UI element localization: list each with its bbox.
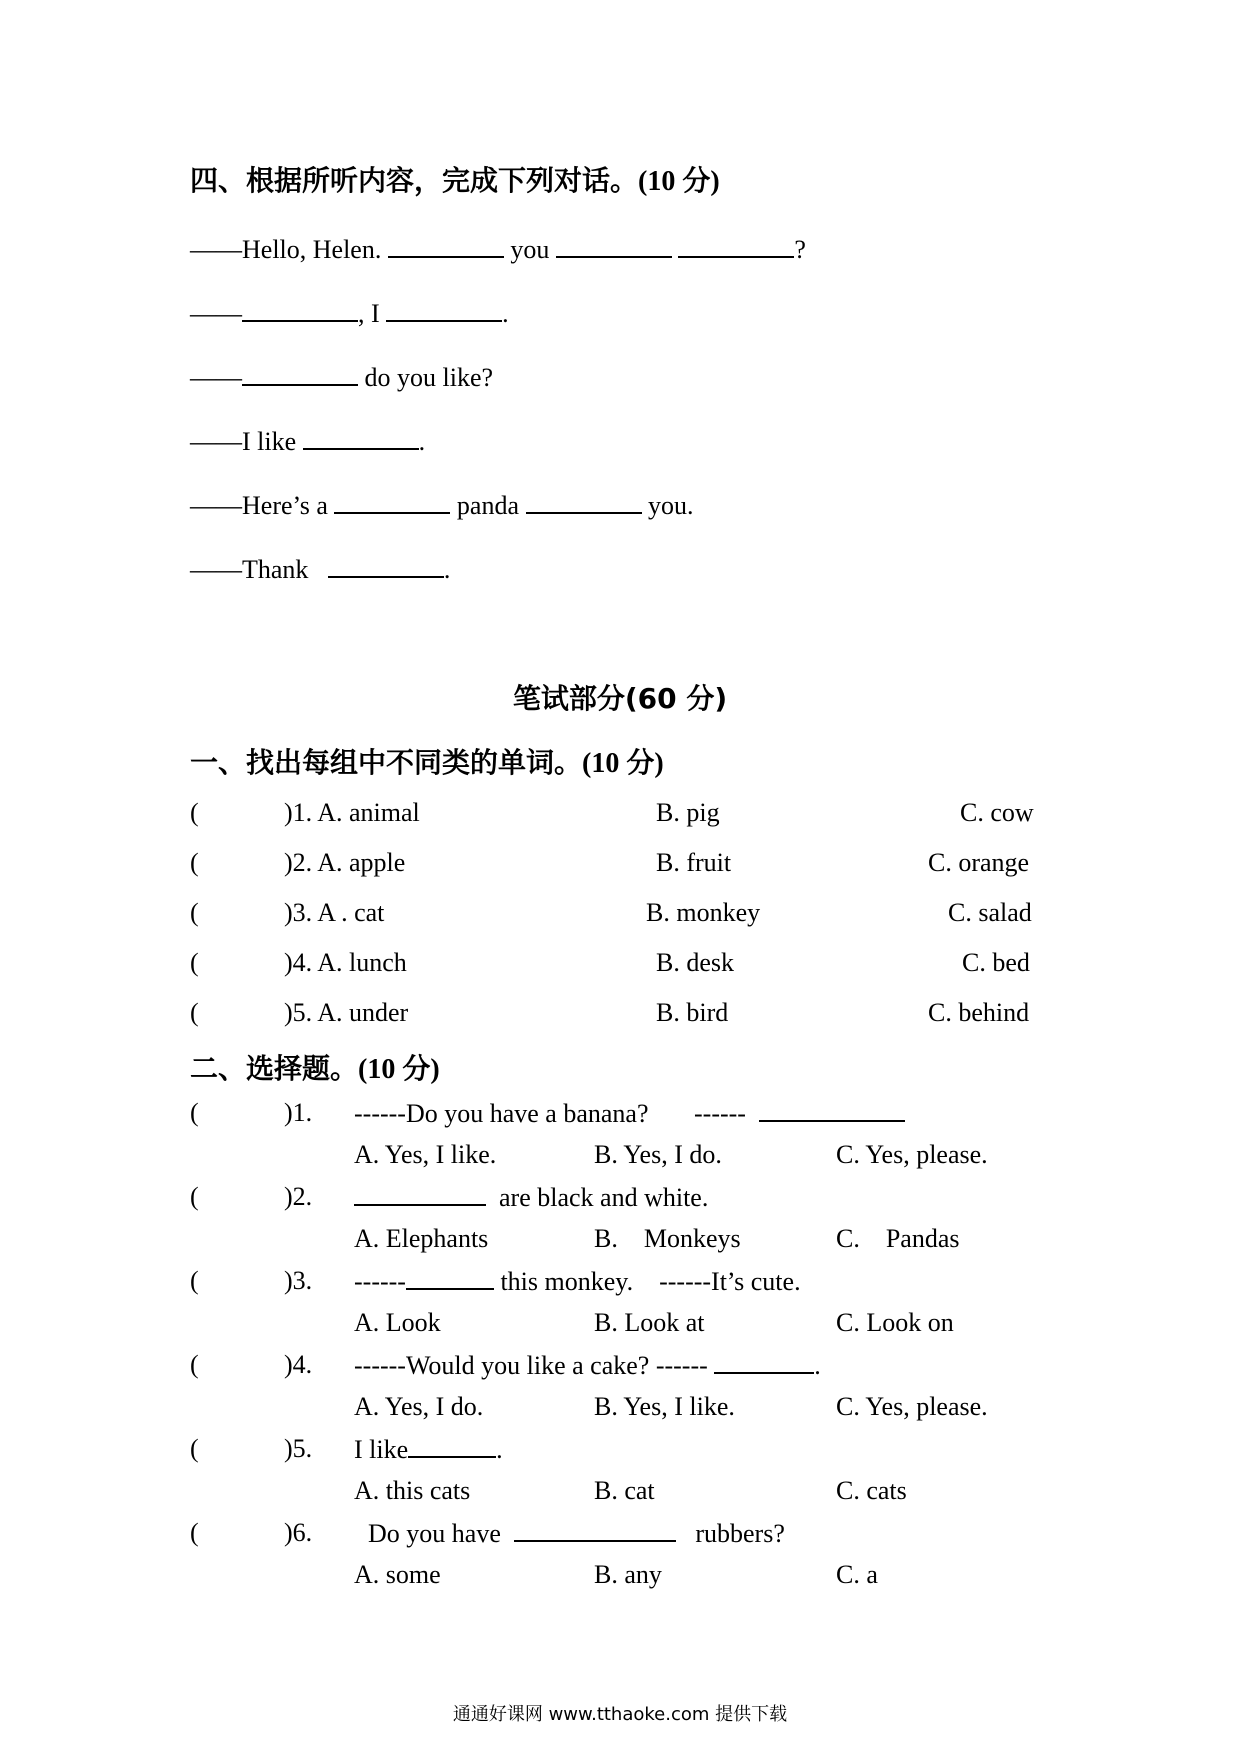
option-b: B. Look at [594,1308,705,1337]
question-number: )2. [284,1182,313,1211]
answer-paren[interactable]: ( [190,898,199,927]
part1-heading: 一、找出每组中不同类的单词。(10 分) [190,746,664,779]
section4-heading [190,166,720,197]
written-part-title [0,684,1240,714]
part1-item-2: )2. A. apple [284,848,406,877]
answer-paren[interactable]: ( [190,798,199,827]
answer-blank[interactable] [556,234,672,258]
answer-blank[interactable] [514,1518,676,1542]
option-a: A. Elephants [354,1224,489,1253]
option-a: A. some [354,1560,441,1589]
question-3: ------ this monkey. ------It’s cute. [354,1267,801,1296]
part1-item-5: )5. A. under [284,998,409,1027]
option-c: C. Yes, please. [836,1140,988,1169]
option-b: B. cat [594,1476,655,1505]
question-number: )4. [284,1350,313,1379]
option-c: C. salad [948,898,1032,927]
part2-heading: 二、选择题。(10 分) [190,1052,440,1085]
option-b: B. pig [656,798,720,827]
dialogue-line-5: ——Here’s a panda you. [190,491,694,520]
dialogue-line-2: —— , I . [190,299,509,328]
option-c: C. behind [928,998,1030,1027]
answer-blank[interactable] [354,1182,486,1206]
question-number: )1. [284,1098,313,1127]
answer-paren[interactable]: ( [190,1182,199,1211]
section4-points: (10 分) [638,166,720,197]
dialogue-line-6: ——Thank . [190,555,451,584]
answer-paren[interactable]: ( [190,1098,199,1127]
answer-blank[interactable] [406,1266,494,1290]
section4-heading-text: 四、根据所听内容，完成下列对话。 [190,164,639,197]
option-c: C. Pandas [836,1224,960,1253]
dialogue-line-4: ——I like . [190,427,426,456]
option-c: C. cow [960,798,1034,827]
option-b: B. fruit [656,848,732,877]
option-c: C. bed [962,948,1030,977]
answer-blank[interactable] [386,298,502,322]
answer-blank[interactable] [714,1350,814,1374]
answer-paren[interactable]: ( [190,1518,199,1547]
option-c: C. a [836,1560,878,1589]
answer-paren[interactable]: ( [190,848,199,877]
answer-paren[interactable]: ( [190,1434,199,1463]
question-6: Do you have rubbers? [368,1519,785,1548]
question-number: )3. [284,1266,313,1295]
option-c: C. Look on [836,1308,954,1337]
option-b: B. bird [656,998,729,1027]
question-2: are black and white. [354,1182,708,1213]
question-5: I like . [354,1435,503,1464]
page-footer: 通通好课网 www.tthaoke.com 提供下载 [452,1704,788,1725]
answer-paren[interactable]: ( [190,998,199,1027]
part1-item-3: )3. A . cat [284,898,385,927]
option-b: B. desk [656,948,734,977]
option-c: C. Yes, please. [836,1392,988,1421]
dialogue-line-3: —— do you like? [190,363,494,392]
option-a: A. Yes, I do. [354,1392,484,1421]
option-b: B. Monkeys [594,1224,741,1253]
answer-paren[interactable]: ( [190,1350,199,1379]
answer-blank[interactable] [303,426,419,450]
answer-paren[interactable]: ( [190,948,199,977]
option-b: B. Yes, I do. [594,1140,722,1169]
option-b: B. Yes, I like. [594,1392,735,1421]
option-a: A. this cats [354,1476,471,1505]
answer-blank[interactable] [328,554,444,578]
answer-blank[interactable] [388,234,504,258]
answer-blank[interactable] [526,490,642,514]
question-number: )5. [284,1434,313,1463]
option-a: A. Yes, I like. [354,1140,497,1169]
option-b: B. any [594,1560,662,1589]
part1-item-4: )4. A. lunch [284,948,407,977]
question-number: )6. [284,1518,313,1547]
answer-blank[interactable] [242,362,358,386]
question-1: ------Do you have a banana? ------ [354,1098,905,1129]
answer-blank[interactable] [678,234,794,258]
option-b: B. monkey [646,898,761,927]
answer-blank[interactable] [408,1434,496,1458]
answer-blank[interactable] [759,1098,905,1122]
answer-paren[interactable]: ( [190,1266,199,1295]
part1-item-1: )1. A. animal [284,798,420,827]
option-c: C. orange [928,848,1030,877]
answer-blank[interactable] [334,490,450,514]
written-part-title-text: 笔试部分(60 分) [512,682,728,715]
option-a: A. Look [354,1308,441,1337]
answer-blank[interactable] [242,298,358,322]
option-c: C. cats [836,1476,907,1505]
question-4: ------Would you like a cake? ------ . [354,1351,821,1380]
dialogue-line-1: ——Hello, Helen. you ? [190,235,806,264]
